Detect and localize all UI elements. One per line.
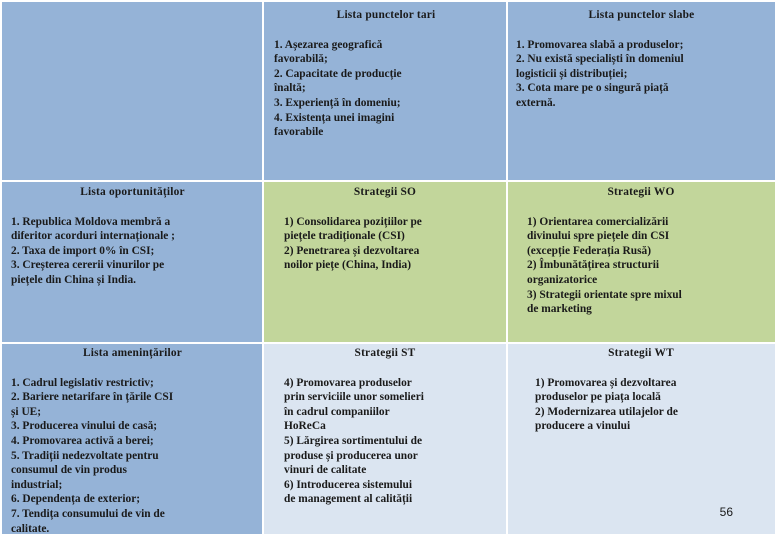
list-item: 2) Îmbunătățirea structurii (527, 259, 660, 272)
list-item: 1. Cadrul legislativ restrictiv; (11, 376, 154, 389)
list-item: calitate. (11, 522, 50, 535)
threats-list (11, 376, 254, 536)
strategies-wo-cell (508, 182, 777, 344)
strategies-st-cell (264, 344, 508, 536)
weaknesses-cell (508, 2, 777, 182)
strengths-title: Lista punctelor tari (336, 9, 436, 21)
swot-matrix-table (2, 2, 777, 536)
list-item: 3. Cota mare pe o singură piață (516, 82, 669, 95)
list-item: favorabilă; (274, 53, 328, 66)
list-item: prin serviciile unor somelieri (284, 391, 424, 404)
list-item: de management al calității (284, 493, 413, 506)
strategies-st-list (284, 376, 498, 507)
list-item: 2. Capacitate de producție (274, 67, 402, 80)
strategies-wo-list (527, 215, 767, 317)
list-item: vinuri de calitate (284, 464, 367, 477)
page-number: 56 (719, 505, 733, 520)
list-item: în cadrul companiilor (284, 405, 390, 418)
list-item: externă. (516, 96, 556, 109)
opportunities-title: Lista oportunităților (80, 186, 185, 198)
list-item: 5) Lărgirea sortimentului de (284, 434, 423, 447)
list-item: 6) Introducerea sistemului (284, 478, 413, 491)
list-item: 2. Taxa de import 0% în CSI; (11, 244, 155, 257)
list-item: 3. Experiență în domeniu; (274, 96, 401, 109)
list-item: 5. Tradiții nedezvoltate pentru (11, 449, 159, 462)
opportunities-list (11, 215, 254, 288)
list-item: 1) Consolidarea pozițiilor pe (284, 215, 422, 228)
strengths-list (274, 38, 498, 140)
empty-corner-cell (2, 2, 264, 182)
threats-cell (2, 344, 264, 536)
list-item: divinului spre piețele din CSI (527, 230, 670, 243)
list-item: 2. Nu există specialiști în domeniul (516, 53, 684, 66)
list-item: 2) Penetrarea și dezvoltarea (284, 244, 420, 257)
list-item: 1) Promovarea și dezvoltarea (535, 376, 677, 389)
strategies-st-title: Strategii ST (354, 347, 416, 359)
list-item: 7. Tendița consumului de vin de (11, 507, 165, 520)
list-item: 1. Așezarea geografică (274, 38, 383, 51)
list-item: noilor piețe (China, India) (284, 259, 412, 272)
opportunities-cell (2, 182, 264, 344)
list-item: logisticii și distribuției; (516, 67, 628, 80)
strategies-wt-cell (508, 344, 777, 536)
list-item: HoReCa (284, 420, 326, 433)
list-item: piețele tradiționale (CSI) (284, 230, 405, 243)
strategies-so-list (284, 215, 498, 273)
list-item: 4. Promovarea activă a berei; (11, 434, 154, 447)
list-item: înaltă; (274, 82, 306, 95)
list-item: și UE; (11, 405, 42, 418)
strengths-cell (264, 2, 508, 182)
list-item: 1. Republica Moldova membră a (11, 215, 171, 228)
list-item: 3. Creșterea cererii vinurilor pe (11, 259, 165, 272)
list-item: 2. Bariere netarifare în țările CSI (11, 391, 174, 404)
list-item: 3. Producerea vinului de casă; (11, 420, 158, 433)
list-item: producere a vinului (535, 420, 631, 433)
list-item: produse și producerea unor (284, 449, 418, 462)
weaknesses-list (516, 38, 767, 111)
list-item: favorabile (274, 126, 324, 139)
list-item: 2) Modernizarea utilajelor de (535, 405, 678, 418)
list-item: 1) Orientarea comercializării (527, 215, 669, 228)
list-item: industrial; (11, 478, 63, 491)
strategies-so-cell (264, 182, 508, 344)
list-item: piețele din China și India. (11, 273, 137, 286)
list-item: consumul de vin produs (11, 464, 127, 477)
strategies-so-title: Strategii SO (353, 186, 417, 198)
list-item: 6. Dependența de exterior; (11, 493, 141, 506)
list-item: 3) Strategii orientate spre mixul (527, 288, 682, 301)
weaknesses-title: Lista punctelor slabe (588, 9, 695, 21)
list-item: organizatorice (527, 273, 598, 286)
list-item: de marketing (527, 303, 592, 316)
list-item: (excepție Federația Rusă) (527, 244, 651, 257)
list-item: diferitor acorduri internaționale ; (11, 230, 175, 243)
threats-title: Lista amenințărilor (82, 347, 183, 359)
strategies-wo-title: Strategii WO (607, 186, 675, 198)
strategies-wt-list (535, 376, 767, 434)
list-item: 4) Promovarea produselor (284, 376, 412, 389)
list-item: produselor pe piața locală (535, 391, 661, 404)
list-item: 1. Promovarea slabă a produselor; (516, 38, 684, 51)
strategies-wt-title: Strategii WT (608, 347, 674, 359)
list-item: 4. Existența unei imagini (274, 111, 395, 124)
